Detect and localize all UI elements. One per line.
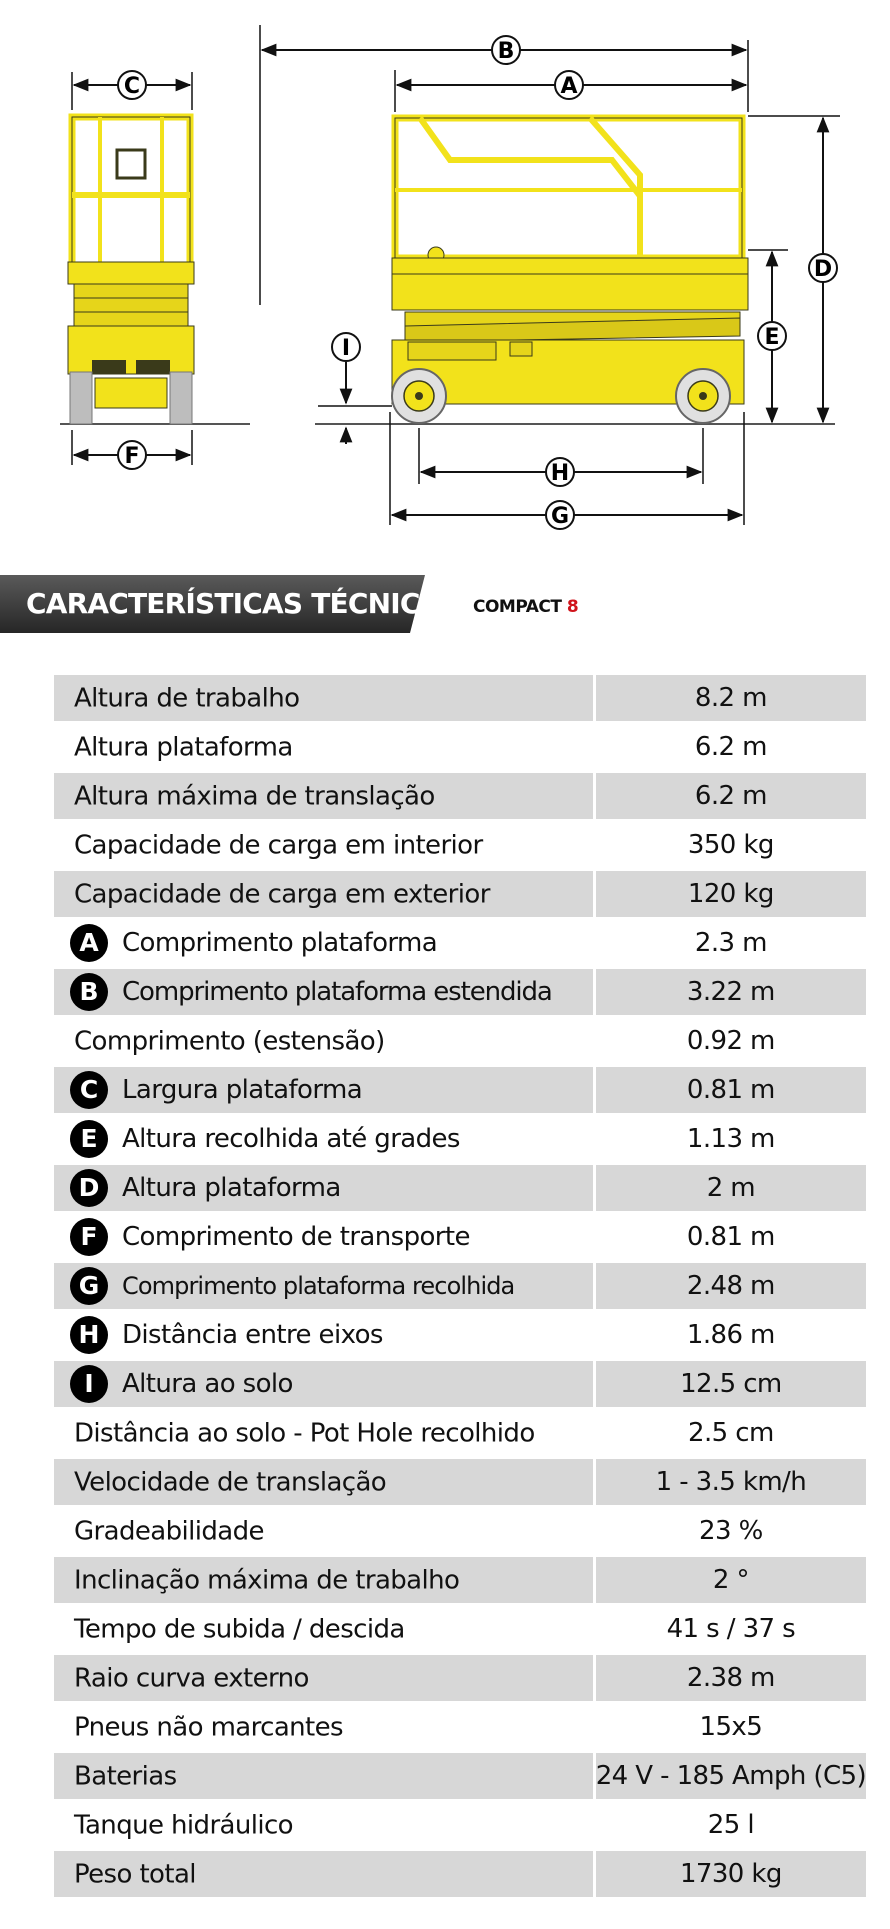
dimension-badge: G — [70, 1267, 108, 1305]
spec-value: 1.13 m — [593, 1116, 866, 1162]
spec-value: 6.2 m — [593, 773, 866, 819]
spec-value: 25 l — [593, 1802, 866, 1848]
spec-row — [54, 1655, 866, 1701]
spec-value: 12.5 cm — [593, 1361, 866, 1407]
dim-label-b: B — [497, 39, 515, 64]
spec-value: 3.22 m — [593, 969, 866, 1015]
spec-row — [54, 1753, 866, 1799]
spec-label: Inclinação máxima de trabalho — [74, 1565, 460, 1596]
spec-row — [54, 1263, 866, 1309]
spec-value: 1730 kg — [593, 1851, 866, 1897]
spec-value: 350 kg — [593, 822, 866, 868]
spec-label: Capacidade de carga em exterior — [74, 879, 490, 910]
spec-row — [54, 1312, 866, 1358]
side-view — [392, 118, 748, 423]
spec-label-cell — [54, 1410, 593, 1456]
spec-label-cell — [54, 1557, 593, 1603]
dimension-badge: F — [70, 1218, 108, 1256]
spec-label: Comprimento plataforma estendida — [122, 977, 552, 1007]
spec-label-cell — [54, 1606, 593, 1652]
spec-label-cell — [54, 1753, 593, 1799]
dim-label-h: H — [550, 461, 570, 486]
spec-label-cell — [54, 1655, 593, 1701]
spec-value: 41 s / 37 s — [593, 1606, 866, 1652]
spec-label-cell — [54, 871, 593, 917]
spec-label: Altura plataforma — [122, 1173, 341, 1203]
spec-value: 2 ° — [593, 1557, 866, 1603]
spec-row — [54, 1704, 866, 1750]
spec-row — [54, 1410, 866, 1456]
spec-label-cell — [54, 1165, 593, 1211]
spec-label: Tempo de subida / descida — [74, 1614, 405, 1645]
spec-label: Comprimento plataforma recolhida — [122, 1272, 515, 1300]
spec-label-cell — [54, 1067, 593, 1113]
spec-value: 6.2 m — [593, 724, 866, 770]
spec-label: Comprimento plataforma — [122, 928, 438, 958]
spec-label: Distância entre eixos — [122, 1320, 383, 1350]
spec-value: 0.81 m — [593, 1214, 866, 1260]
spec-row — [54, 871, 866, 917]
dim-label-c: C — [123, 74, 141, 99]
spec-label: Comprimento (estensão) — [74, 1026, 385, 1057]
spec-value: 0.92 m — [593, 1018, 866, 1064]
dim-label-f: F — [124, 444, 140, 469]
spec-value: 8.2 m — [593, 675, 866, 721]
model-label: COMPACT — [473, 597, 562, 617]
dim-label-d: D — [813, 257, 833, 282]
spec-row — [54, 1557, 866, 1603]
model-name — [473, 597, 578, 617]
spec-value: 15x5 — [593, 1704, 866, 1750]
spec-label-cell — [54, 822, 593, 868]
dimension-badge: B — [70, 973, 108, 1011]
spec-label-cell — [54, 724, 593, 770]
spec-value: 23 % — [593, 1508, 866, 1554]
spec-value: 120 kg — [593, 871, 866, 917]
spec-value: 2.48 m — [593, 1263, 866, 1309]
spec-value: 2.5 cm — [593, 1410, 866, 1456]
spec-label: Capacidade de carga em interior — [74, 830, 483, 861]
front-view — [68, 117, 194, 424]
spec-row — [54, 724, 866, 770]
spec-row — [54, 1116, 866, 1162]
spec-label-cell — [54, 1018, 593, 1064]
spec-label: Peso total — [74, 1859, 196, 1890]
spec-row — [54, 1802, 866, 1848]
spec-row — [54, 822, 866, 868]
spec-row — [54, 1018, 866, 1064]
spec-row — [54, 1606, 866, 1652]
scissor-lift-diagram — [0, 0, 890, 560]
dimension-badge: E — [70, 1120, 108, 1158]
spec-label-cell — [54, 1263, 593, 1309]
spec-label: Altura recolhida até grades — [122, 1124, 460, 1154]
spec-value: 2.3 m — [593, 920, 866, 966]
spec-label-cell — [54, 1802, 593, 1848]
spec-label-cell — [54, 969, 593, 1015]
spec-label: Baterias — [74, 1761, 177, 1792]
spec-row — [54, 1361, 866, 1407]
spec-label: Velocidade de translação — [74, 1467, 387, 1498]
spec-value: 2 m — [593, 1165, 866, 1211]
model-number: 8 — [566, 597, 579, 617]
spec-label: Tanque hidráulico — [74, 1810, 293, 1841]
dim-label-i: I — [341, 336, 351, 361]
dimension-badge: H — [70, 1316, 108, 1354]
spec-row — [54, 675, 866, 721]
spec-label-cell — [54, 1851, 593, 1897]
spec-row — [54, 1067, 866, 1113]
spec-label: Distância ao solo - Pot Hole recolhido — [74, 1418, 535, 1449]
spec-label: Altura máxima de translação — [74, 781, 435, 812]
spec-label-cell — [54, 1508, 593, 1554]
dimension-badge: D — [70, 1169, 108, 1207]
spec-value: 1.86 m — [593, 1312, 866, 1358]
spec-label-cell — [54, 675, 593, 721]
spec-value: 24 V - 185 Amph (C5) — [593, 1753, 866, 1799]
spec-label-cell — [54, 1704, 593, 1750]
dim-label-g: G — [550, 504, 570, 529]
spec-label: Pneus não marcantes — [74, 1712, 343, 1743]
spec-value: 2.38 m — [593, 1655, 866, 1701]
spec-label-cell — [54, 773, 593, 819]
spec-row — [54, 1214, 866, 1260]
dimension-badge: I — [70, 1365, 108, 1403]
spec-label-cell — [54, 1116, 593, 1162]
spec-value: 0.81 m — [593, 1067, 866, 1113]
spec-row — [54, 1508, 866, 1554]
spec-row — [54, 1165, 866, 1211]
spec-label-cell — [54, 1459, 593, 1505]
spec-value: 1 - 3.5 km/h — [593, 1459, 866, 1505]
specifications-table — [54, 672, 866, 1900]
dim-label-e: E — [764, 325, 780, 350]
spec-row — [54, 773, 866, 819]
spec-label: Gradeabilidade — [74, 1516, 264, 1547]
spec-label-cell — [54, 1361, 593, 1407]
spec-label-cell — [54, 1312, 593, 1358]
spec-label: Comprimento de transporte — [122, 1222, 470, 1252]
section-title: CARACTERÍSTICAS TÉCNICAS — [26, 587, 460, 620]
spec-label-cell — [54, 920, 593, 966]
spec-label: Altura ao solo — [122, 1369, 293, 1399]
dimension-badge: A — [70, 924, 108, 962]
spec-label: Largura plataforma — [122, 1075, 363, 1105]
spec-label: Raio curva externo — [74, 1663, 309, 1694]
spec-row — [54, 920, 866, 966]
spec-row — [54, 969, 866, 1015]
dim-label-a: A — [560, 74, 578, 99]
spec-label: Altura de trabalho — [74, 683, 300, 714]
dimension-badge: C — [70, 1071, 108, 1109]
spec-row — [54, 1851, 866, 1897]
spec-label-cell — [54, 1214, 593, 1260]
spec-label: Altura plataforma — [74, 732, 293, 763]
spec-row — [54, 1459, 866, 1505]
